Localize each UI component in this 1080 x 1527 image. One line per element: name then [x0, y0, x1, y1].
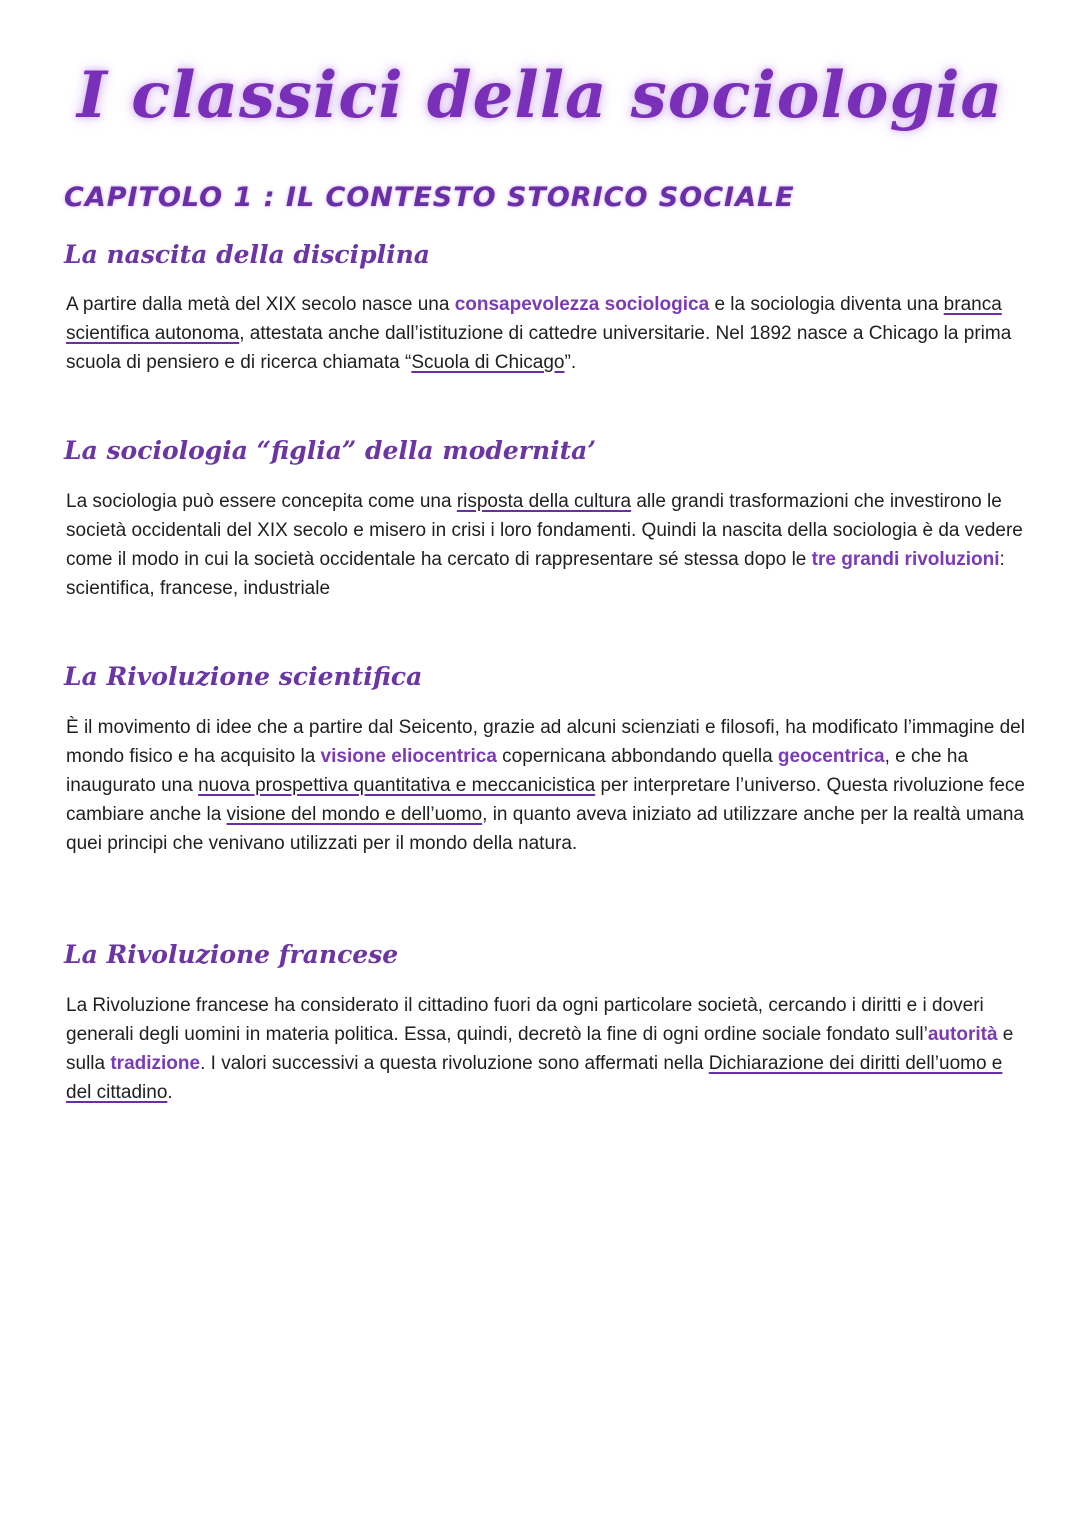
text-run: . [167, 1082, 173, 1103]
text-run: e la sociologia diventa una [709, 294, 944, 315]
highlight-term: autorità [927, 1024, 998, 1045]
highlight-term: tradizione [110, 1053, 201, 1074]
section-heading-rivoluzione-francese: La Rivoluzione francese [64, 940, 399, 969]
text-run: e sulla [66, 1024, 1014, 1074]
section-paragraph-modernita [66, 487, 1026, 603]
highlight-term: visione eliocentrica [320, 746, 497, 767]
text-run: La Rivoluzione francese ha considerato il cittadino fuori da ogni particolare società, cercando i diritti e i doveri generali degli uomini in materia politica. Essa, quindi, decretò la fine di ogni ordine sociale fondato sull’ [66, 995, 984, 1045]
text-run: È il movimento di idee che a partire dal Seicento, grazie ad alcuni scienziati e filosofi, ha modificato l’immagine del mondo fisico e ha acquisito la [66, 717, 1025, 767]
highlight-term: consapevolezza sociologica [454, 294, 710, 315]
text-run: La sociologia può essere concepita come una [66, 491, 457, 512]
chapter-heading: CAPITOLO 1 : IL CONTESTO STORICO SOCIALE [64, 182, 795, 213]
section-paragraph-nascita [66, 290, 1026, 377]
highlight-term: geocentrica [777, 746, 885, 767]
section-heading-nascita: La nascita della disciplina [64, 240, 431, 269]
section-paragraph-rivoluzione-francese [66, 991, 1026, 1107]
text-run: , e che ha inaugurato una [66, 746, 969, 796]
text-run: , attestata anche dall’istituzione di cattedre universitarie. Nel 1892 nasce a Chicago la prima scuola di pensiero e di ricerca chiamata “ [66, 323, 1012, 373]
text-run: . I valori successivi a questa rivoluzione sono affermati nella [200, 1053, 709, 1074]
underlined-term: Scuola di Chicago [411, 352, 565, 373]
text-run: copernicana abbondando quella [496, 746, 778, 767]
underlined-term: nuova prospettiva quantitativa e meccanicistica [198, 775, 596, 796]
section-heading-modernita: La sociologia “figlia” della modernita’ [64, 436, 597, 465]
highlight-term: tre grandi rivoluzioni [811, 549, 1000, 570]
page-title: I classici della sociologia [77, 58, 1003, 133]
underlined-term: risposta della cultura [456, 491, 632, 512]
text-run: , in quanto aveva iniziato ad utilizzare anche per la realtà umana quei principi che venivano utilizzati per il mondo della natura. [66, 804, 1024, 854]
underlined-term: Dichiarazione dei diritti dell’uomo e del cittadino [66, 1053, 1003, 1103]
text-run: alle grandi trasformazioni che investirono le società occidentali del XIX secolo e misero in crisi i loro fondamenti. Quindi la nascita della sociologia è da vedere come il modo in cui la società occidentale ha cercato di rappresentare sé stessa dopo le [66, 491, 1023, 570]
text-run: ”. [564, 352, 577, 373]
text-run: per interpretare l’universo. Questa rivoluzione fece cambiare anche la [66, 775, 1026, 825]
underlined-term: branca scientifica autonoma [66, 294, 1002, 344]
section-heading-rivoluzione-scientifica: La Rivoluzione scientifica [64, 662, 423, 691]
underlined-term: visione del mondo e dell’uomo [226, 804, 483, 825]
section-paragraph-rivoluzione-scientifica [66, 713, 1026, 858]
text-run: : scientifica, francese, industriale [66, 549, 1005, 599]
text-run: A partire dalla metà del XIX secolo nasce una [66, 294, 455, 315]
